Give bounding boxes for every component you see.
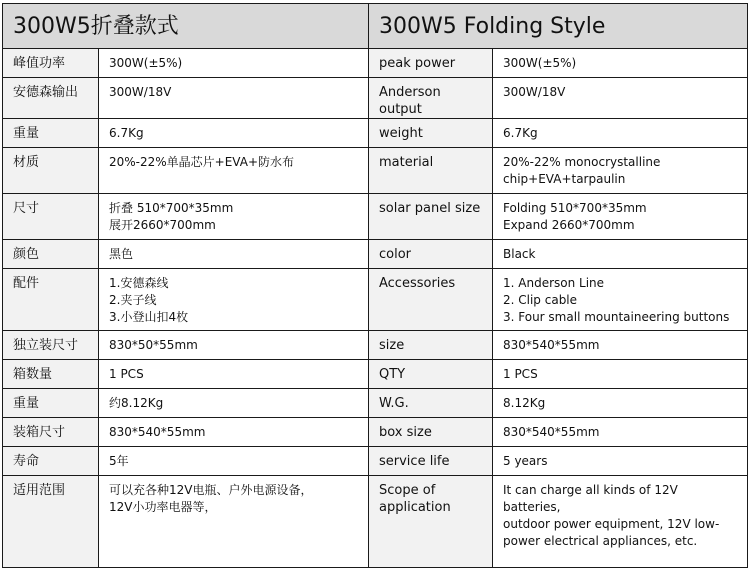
table-row	[3, 269, 748, 331]
en-value: 6.7Kg	[493, 119, 748, 148]
table-row	[3, 119, 748, 148]
cn-label: 尺寸	[3, 194, 99, 240]
cn-label: 适用范围	[3, 476, 99, 568]
cn-label: 独立装尺寸	[3, 331, 99, 360]
en-value: 830*540*55mm	[493, 418, 748, 447]
en-value: Folding 510*700*35mm Expand 2660*700mm	[493, 194, 748, 240]
cn-label: 颜色	[3, 240, 99, 269]
en-label: Scope of application	[369, 476, 493, 568]
cn-value: 1 PCS	[99, 360, 369, 389]
en-label: box size	[369, 418, 493, 447]
cn-title: 300W5折叠款式	[3, 4, 369, 49]
en-value: 300W(±5%)	[493, 49, 748, 78]
table-row	[3, 447, 748, 476]
table-header-row	[3, 4, 748, 49]
cn-value: 可以充各种12V电瓶、户外电源设备， 12V小功率电器等，	[99, 476, 369, 568]
cn-value: 5年	[99, 447, 369, 476]
cn-value: 1.安德森线 2.夹子线 3.小登山扣4枚	[99, 269, 369, 331]
cn-value: 830*50*55mm	[99, 331, 369, 360]
cn-label: 材质	[3, 148, 99, 194]
en-value: 300W/18V	[493, 78, 748, 119]
en-label: peak power	[369, 49, 493, 78]
cn-value: 830*540*55mm	[99, 418, 369, 447]
spec-table	[2, 3, 748, 568]
cn-label: 峰值功率	[3, 49, 99, 78]
cn-value: 折叠 510*700*35mm 展开2660*700mm	[99, 194, 369, 240]
table-row	[3, 194, 748, 240]
cn-label: 重量	[3, 389, 99, 418]
table-row	[3, 49, 748, 78]
en-value: 5 years	[493, 447, 748, 476]
cn-label: 寿命	[3, 447, 99, 476]
table-row	[3, 78, 748, 119]
cn-value: 黑色	[99, 240, 369, 269]
en-label: Accessories	[369, 269, 493, 331]
table-row	[3, 418, 748, 447]
cn-value: 300W/18V	[99, 78, 369, 119]
cn-value: 约8.12Kg	[99, 389, 369, 418]
en-label: W.G.	[369, 389, 493, 418]
cn-label: 装箱尺寸	[3, 418, 99, 447]
en-label: service life	[369, 447, 493, 476]
cn-label: 安德森输出	[3, 78, 99, 119]
en-value: It can charge all kinds of 12V batteries, outdoor power equipment, 12V low- power electrical appliances, etc.	[493, 476, 748, 568]
en-label: size	[369, 331, 493, 360]
cn-label: 配件	[3, 269, 99, 331]
en-label: Anderson output	[369, 78, 493, 119]
en-title: 300W5 Folding Style	[369, 4, 748, 49]
cn-label: 重量	[3, 119, 99, 148]
en-value: Black	[493, 240, 748, 269]
en-label: weight	[369, 119, 493, 148]
en-value: 1. Anderson Line 2. Clip cable 3. Four small mountaineering buttons	[493, 269, 748, 331]
en-label: solar panel size	[369, 194, 493, 240]
cn-value: 6.7Kg	[99, 119, 369, 148]
table-row	[3, 389, 748, 418]
en-value: 8.12Kg	[493, 389, 748, 418]
en-value: 830*540*55mm	[493, 331, 748, 360]
en-label: QTY	[369, 360, 493, 389]
en-value: 1 PCS	[493, 360, 748, 389]
cn-value: 20%-22%单晶芯片+EVA+防水布	[99, 148, 369, 194]
table-row	[3, 148, 748, 194]
table-row	[3, 240, 748, 269]
table-row	[3, 331, 748, 360]
en-value: 20%-22% monocrystalline chip+EVA+tarpaulin	[493, 148, 748, 194]
en-label: material	[369, 148, 493, 194]
table-row	[3, 360, 748, 389]
cn-value: 300W(±5%)	[99, 49, 369, 78]
table-row	[3, 476, 748, 568]
cn-label: 箱数量	[3, 360, 99, 389]
en-label: color	[369, 240, 493, 269]
